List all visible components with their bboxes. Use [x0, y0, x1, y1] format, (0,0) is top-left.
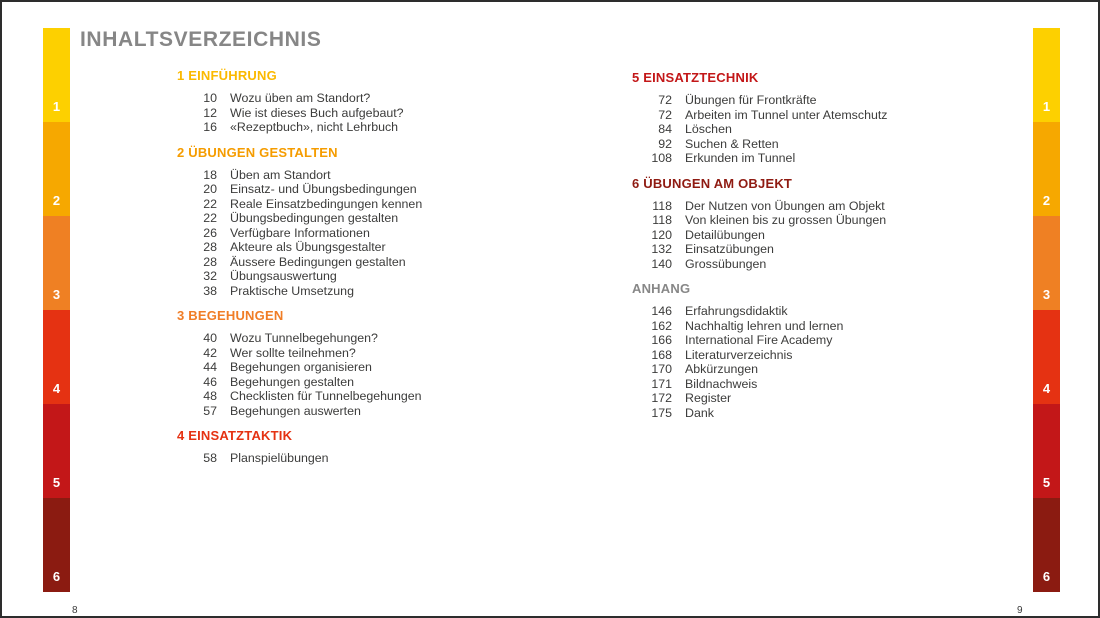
page-number-left: 8 [72, 605, 78, 616]
entry-page-number: 44 [203, 360, 217, 374]
entry-title: Planspielübungen [230, 451, 329, 465]
chapter-tab-3-left [43, 216, 70, 310]
entry-title: Von kleinen bis zu grossen Übungen [685, 213, 887, 227]
entry-title: Äussere Bedingungen gestalten [230, 254, 406, 269]
entry-page-number: 22 [203, 211, 217, 225]
entry-page-number: 146 [651, 304, 672, 318]
chapter-tab-label: 2 [52, 193, 61, 208]
section-heading: 5 EINSATZTECHNIK [632, 70, 759, 85]
toc-entry [632, 333, 977, 348]
entry-title: Bildnachweis [685, 376, 758, 391]
toc-entry [632, 199, 977, 214]
entry-page-number: 168 [651, 347, 672, 362]
toc-entry [177, 106, 522, 121]
chapter-tab-4-left [43, 310, 70, 404]
chapter-tab-4-right [1033, 310, 1060, 404]
chapter-tab-label: 6 [52, 569, 61, 584]
entry-title: Begehungen auswerten [230, 403, 361, 418]
toc-column-left [177, 68, 522, 466]
chapter-tab-1-right [1033, 28, 1060, 122]
toc-entry [177, 168, 522, 183]
chapter-tab-2-right [1033, 122, 1060, 216]
entry-title: Grossübungen [685, 256, 767, 271]
entry-page-number: 108 [651, 151, 672, 165]
toc-entry [177, 91, 522, 106]
entry-page-number: 84 [658, 122, 672, 136]
toc-entry [632, 304, 977, 319]
toc-entry [177, 346, 522, 361]
chapter-tab-5-right [1033, 404, 1060, 498]
toc-entry [632, 228, 977, 243]
entry-page-number: 32 [203, 269, 217, 283]
toc-section [632, 176, 977, 272]
entry-page-number: 118 [652, 198, 672, 213]
entry-title: Löschen [685, 122, 732, 136]
entry-page-number: 57 [203, 403, 217, 418]
entry-title: Übungsauswertung [230, 269, 337, 283]
entry-page-number: 175 [651, 405, 672, 420]
entry-title: Erkunden im Tunnel [685, 151, 796, 165]
section-heading: 4 EINSATZTAKTIK [177, 428, 293, 443]
entry-page-number: 48 [203, 389, 217, 403]
entry-page-number: 18 [203, 167, 217, 182]
entry-title: Einsatz- und Übungsbedingungen [230, 182, 417, 196]
chapter-tab-label: 3 [1042, 287, 1051, 302]
chapter-tab-label: 6 [1042, 569, 1051, 584]
chapter-tab-label: 1 [1042, 99, 1051, 114]
entry-page-number: 132 [651, 242, 672, 256]
toc-entry [177, 197, 522, 212]
entry-page-number: 118 [652, 213, 672, 227]
toc-entry [632, 406, 977, 421]
toc-entry [632, 137, 977, 152]
entry-page-number: 72 [658, 107, 672, 122]
entry-page-number: 22 [203, 196, 217, 211]
entry-title: Literaturverzeichnis [685, 347, 793, 362]
toc-entry [177, 360, 522, 375]
entry-page-number: 172 [651, 391, 672, 405]
entry-page-number: 38 [203, 283, 217, 298]
entry-page-number: 120 [651, 227, 672, 242]
entry-title: Arbeiten im Tunnel unter Atemschutz [685, 107, 888, 122]
entry-title: Üben am Standort [230, 167, 331, 182]
toc-entry [632, 362, 977, 377]
toc-column-right [632, 70, 977, 420]
toc-entry [177, 451, 522, 466]
chapter-tab-strip-right [1033, 28, 1060, 592]
entry-page-number: 12 [203, 105, 217, 120]
chapter-tab-label: 1 [52, 99, 61, 114]
entry-page-number: 72 [658, 93, 672, 107]
chapter-tab-label: 5 [1042, 475, 1051, 490]
chapter-tab-6-right [1033, 498, 1060, 592]
entry-title: Akteure als Übungsgestalter [230, 240, 386, 254]
entry-title: Erfahrungsdidaktik [685, 304, 788, 318]
entry-title: Checklisten für Tunnelbegehungen [230, 389, 422, 403]
section-heading: 6 ÜBUNGEN AM OBJEKT [632, 175, 793, 191]
chapter-tab-2-left [43, 122, 70, 216]
toc-entry [177, 255, 522, 270]
entry-page-number: 162 [651, 318, 672, 333]
chapter-tab-label: 5 [52, 475, 61, 490]
entry-page-number: 171 [651, 376, 672, 391]
entry-title: Register [685, 391, 732, 405]
toc-entry [177, 269, 522, 284]
entry-page-number: 46 [203, 374, 217, 389]
toc-entry [177, 211, 522, 226]
entry-title: Praktische Umsetzung [230, 283, 354, 298]
entry-title: Suchen & Retten [685, 136, 779, 151]
toc-entry [632, 151, 977, 166]
entry-title: Abkürzungen [685, 362, 759, 376]
entry-title: Detailübungen [685, 227, 765, 242]
toc-entry [177, 120, 522, 135]
entry-title: Begehungen organisieren [230, 360, 372, 374]
entry-page-number: 20 [203, 182, 217, 196]
toc-entry [177, 284, 522, 299]
entry-title: Der Nutzen von Übungen am Objekt [685, 198, 885, 213]
toc-section [177, 308, 522, 418]
toc-entry [177, 331, 522, 346]
chapter-tab-label: 4 [1042, 381, 1051, 396]
entry-title: Wozu üben am Standort? [230, 91, 371, 105]
toc-entry [177, 240, 522, 255]
chapter-tab-strip-left [43, 28, 70, 592]
entry-title: Übungsbedingungen gestalten [230, 211, 399, 225]
chapter-tab-label: 3 [52, 287, 61, 302]
entry-title: Einsatzübungen [685, 242, 774, 256]
chapter-tab-3-right [1033, 216, 1060, 310]
toc-entry [632, 319, 977, 334]
toc-entry [632, 242, 977, 257]
toc-entry [632, 108, 977, 123]
entry-title: Reale Einsatzbedingungen kennen [230, 196, 423, 211]
toc-section [177, 145, 522, 299]
section-heading: 2 ÜBUNGEN GESTALTEN [177, 144, 338, 160]
entry-page-number: 26 [203, 225, 217, 240]
entry-title: Nachhaltig lehren und lernen [685, 318, 844, 333]
toc-entry [177, 226, 522, 241]
chapter-tab-label: 2 [1042, 193, 1051, 208]
chapter-tab-5-left [43, 404, 70, 498]
toc-entry [632, 257, 977, 272]
entry-page-number: 40 [203, 331, 217, 345]
toc-entry [632, 391, 977, 406]
entry-page-number: 170 [651, 362, 672, 376]
entry-page-number: 166 [651, 333, 672, 347]
toc-section [177, 428, 522, 466]
page-number-right: 9 [1017, 605, 1023, 616]
toc-entry [632, 122, 977, 137]
section-heading: 1 EINFÜHRUNG [177, 68, 277, 83]
entry-title: International Fire Academy [685, 333, 833, 347]
entry-title: Begehungen gestalten [230, 374, 355, 389]
entry-page-number: 16 [203, 120, 217, 134]
toc-entry [632, 213, 977, 228]
entry-title: «Rezeptbuch», nicht Lehrbuch [230, 120, 399, 134]
entry-page-number: 58 [203, 451, 217, 465]
entry-page-number: 10 [203, 91, 217, 105]
entry-title: Wer sollte teilnehmen? [230, 345, 356, 360]
entry-title: Wie ist dieses Buch aufgebaut? [230, 105, 404, 120]
chapter-tab-6-left [43, 498, 70, 592]
entry-page-number: 42 [203, 345, 217, 360]
toc-entry [632, 348, 977, 363]
toc-entry [177, 404, 522, 419]
entry-page-number: 28 [203, 240, 217, 254]
toc-section [177, 68, 522, 135]
toc-entry [632, 93, 977, 108]
toc-section [632, 281, 977, 420]
toc-entry [177, 375, 522, 390]
entry-title: Übungen für Frontkräfte [685, 93, 817, 107]
toc-entry [177, 389, 522, 404]
section-heading: ANHANG [632, 281, 691, 296]
chapter-tab-1-left [43, 28, 70, 122]
entry-page-number: 140 [651, 256, 672, 271]
chapter-tab-label: 4 [52, 381, 61, 396]
entry-title: Verfügbare Informationen [230, 225, 370, 240]
toc-section [632, 70, 977, 166]
entry-page-number: 28 [203, 254, 217, 269]
entry-title: Wozu Tunnelbegehungen? [230, 331, 378, 345]
entry-page-number: 92 [658, 136, 672, 151]
entry-title: Dank [685, 405, 714, 420]
page-title: INHALTSVERZEICHNIS [80, 28, 322, 51]
toc-entry [177, 182, 522, 197]
toc-entry [632, 377, 977, 392]
section-heading: 3 BEGEHUNGEN [177, 308, 284, 323]
